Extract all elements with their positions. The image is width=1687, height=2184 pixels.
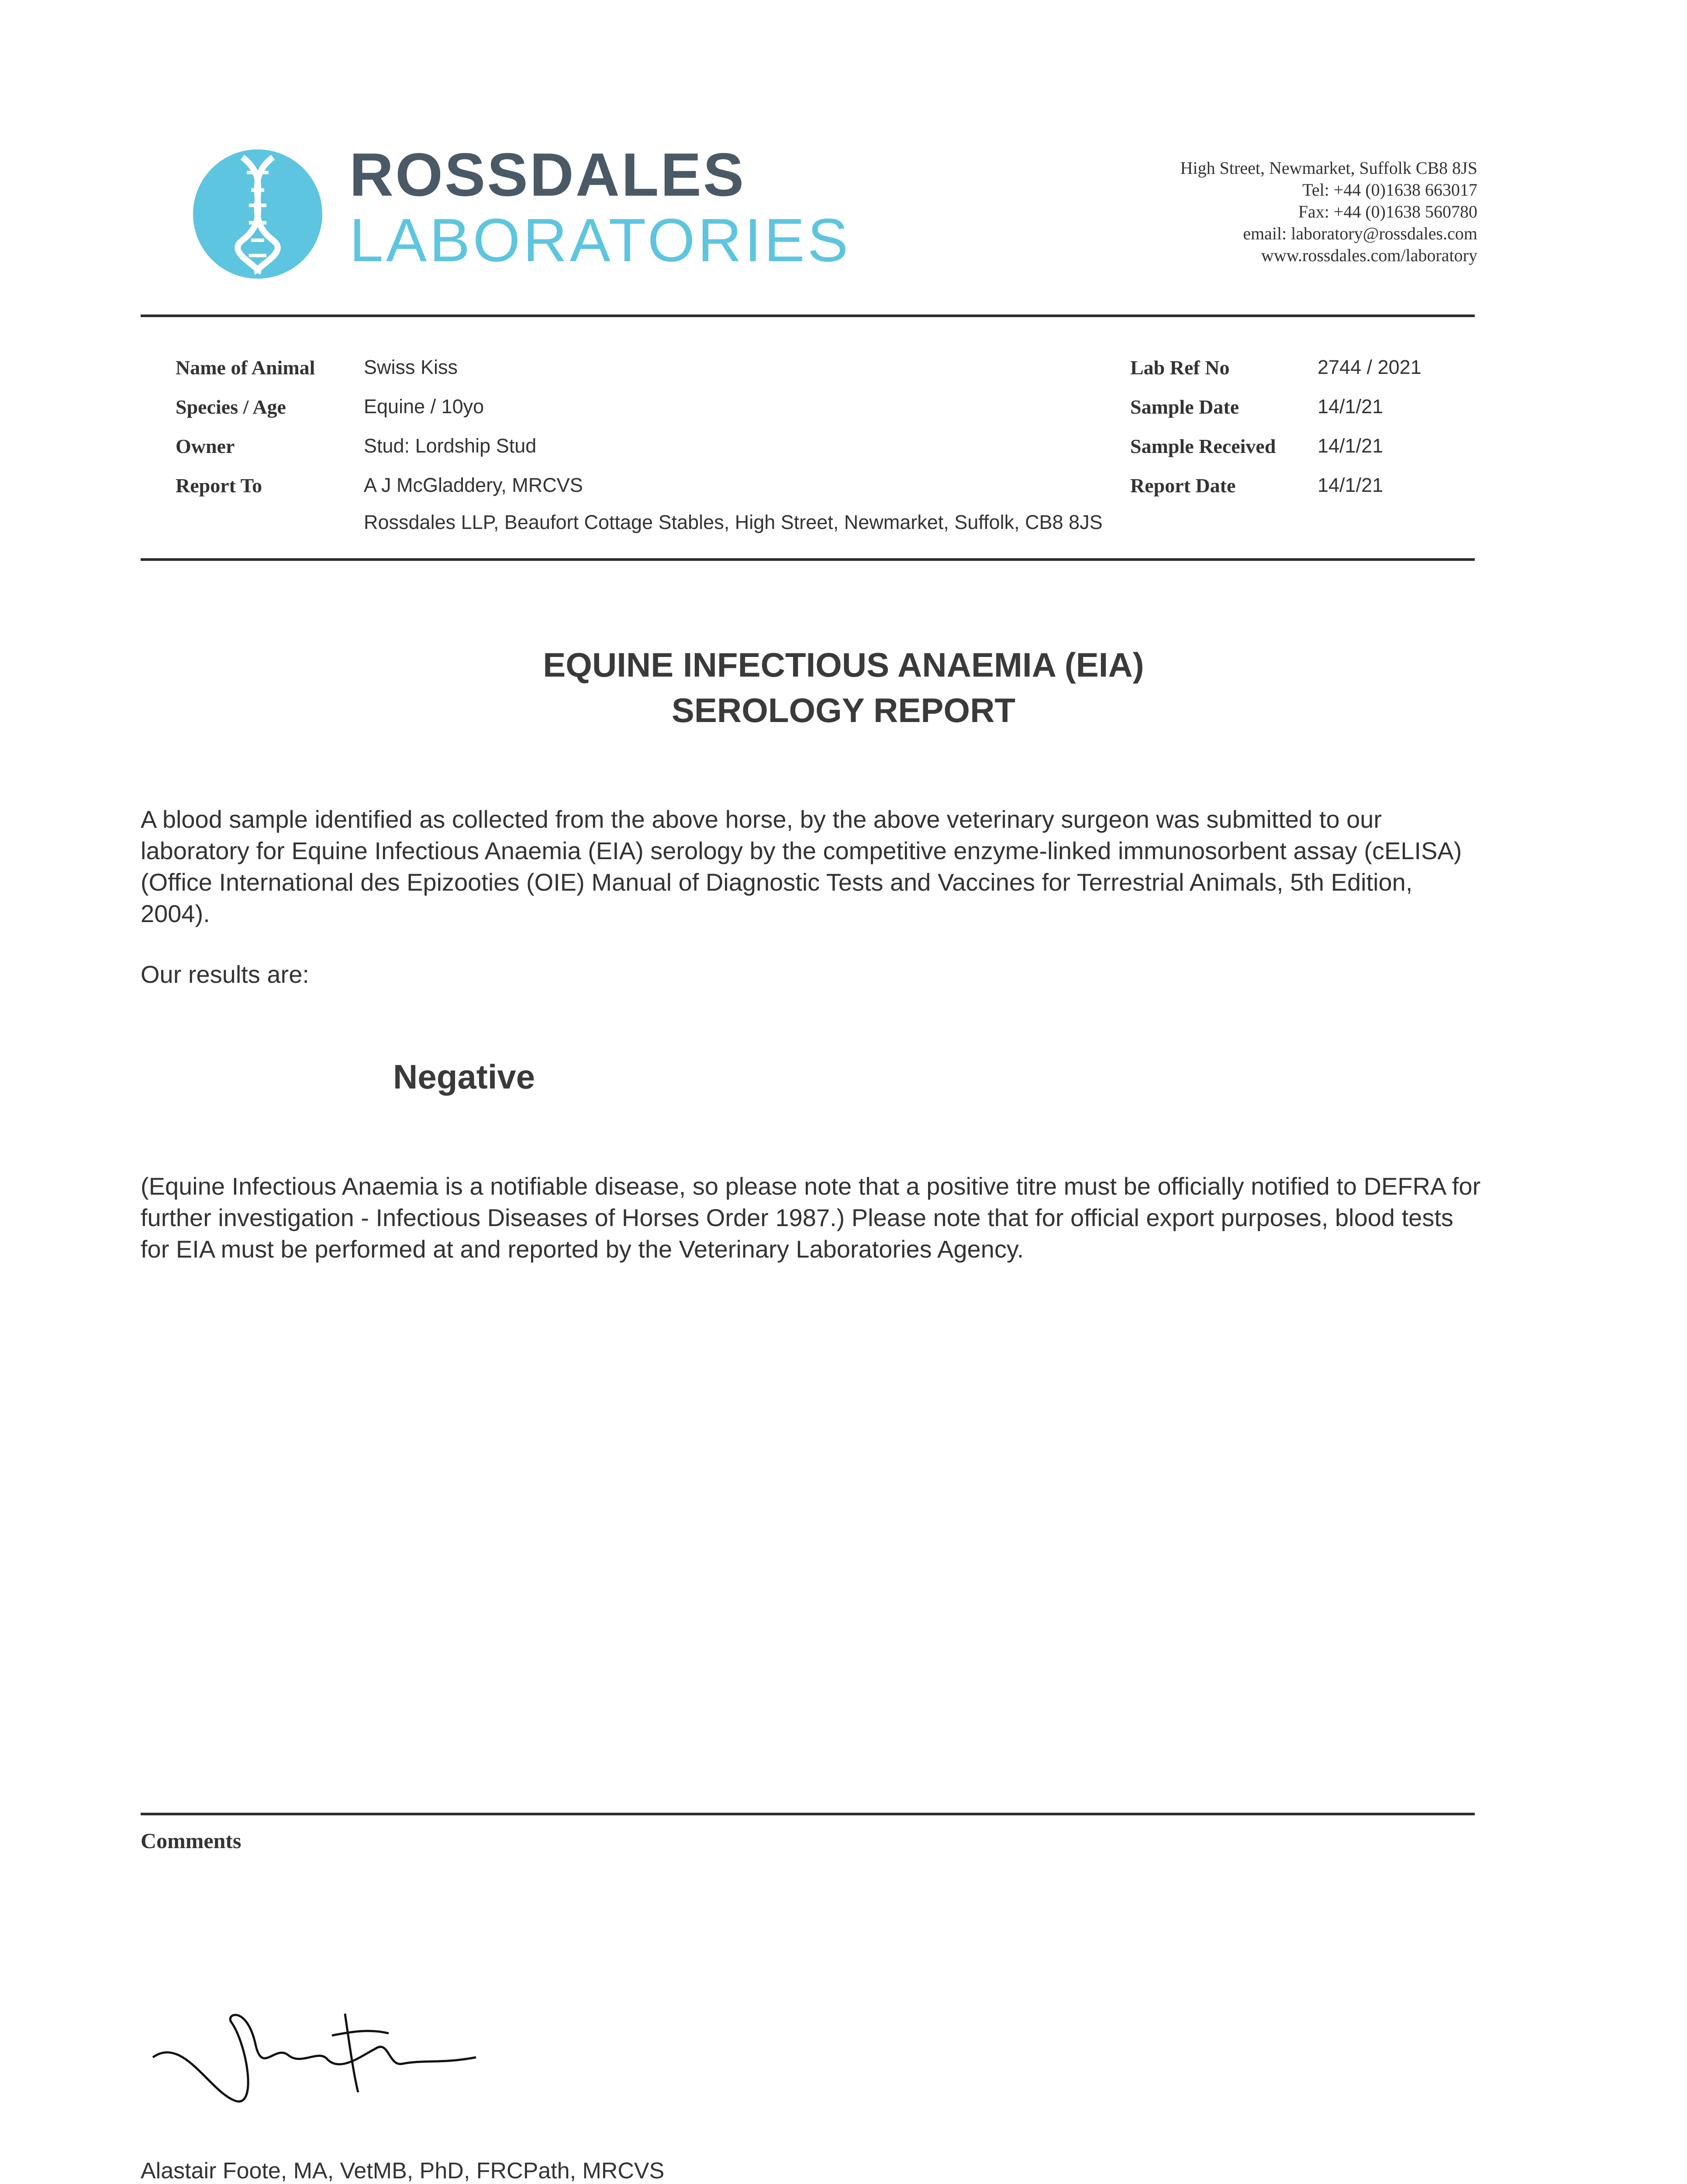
label-sample-received: Sample Received [1130, 435, 1276, 457]
website: www.rossdales.com/laboratory [1261, 245, 1477, 265]
comments-label: Comments [141, 1828, 241, 1853]
value-sample-date: 14/1/21 [1318, 395, 1383, 418]
label-species-age: Species / Age [176, 396, 286, 418]
address: High Street, Newmarket, Suffolk CB8 8JS [1180, 158, 1477, 178]
value-name-of-animal: Swiss Kiss [364, 356, 458, 378]
value-report-date: 14/1/21 [1318, 474, 1383, 496]
value-sample-received: 14/1/21 [1318, 435, 1383, 457]
comments-divider [141, 1813, 1475, 1815]
value-report-to-address: Rossdales LLP, Beaufort Cottage Stables, High Street, Newmarket, Suffolk, CB8 8JS [364, 511, 1103, 533]
brand-subtitle: LABORATORIES [349, 206, 851, 274]
label-sample-date: Sample Date [1130, 396, 1239, 418]
value-lab-ref-no: 2744 / 2021 [1318, 356, 1421, 378]
notifiable-note: (Equine Infectious Anaemia is a notifiable disease, so please note that a positive titre must be officially notified to DEFRA for further investigation - Infectious Diseases of Horses Order 1987.) Please note that for official export purposes, blood tests for EIA must be performed at and reported by the Veterinary Laboratories Agency. [141, 1172, 1481, 1263]
label-name-of-animal: Name of Animal [176, 356, 315, 379]
label-owner: Owner [176, 435, 235, 457]
dna-logo-icon [192, 149, 323, 280]
email: email: laboratory@rossdales.com [1243, 224, 1477, 243]
contact-block [1180, 157, 1477, 266]
fax: Fax: +44 (0)1638 560780 [1298, 202, 1477, 221]
value-report-to: A J McGladdery, MRCVS [364, 474, 583, 496]
report-title [0, 642, 1687, 733]
signatory-name: Alastair Foote, MA, VetMB, PhD, FRCPath, MRCVS [141, 2158, 665, 2184]
info-divider [141, 558, 1475, 561]
brand-name: ROSSDALES [349, 140, 746, 209]
results-intro: Our results are: [141, 961, 309, 988]
label-report-to: Report To [176, 474, 262, 497]
test-result: Negative [393, 1057, 535, 1096]
signature-icon [144, 1979, 493, 2153]
value-owner: Stud: Lordship Stud [364, 435, 537, 457]
report-title-line1: EQUINE INFECTIOUS ANAEMIA (EIA) [543, 646, 1144, 684]
value-species-age: Equine / 10yo [364, 395, 484, 418]
header-divider [141, 314, 1475, 317]
report-title-line2: SEROLOGY REPORT [671, 691, 1016, 729]
telephone: Tel: +44 (0)1638 663017 [1302, 180, 1477, 200]
label-lab-ref-no: Lab Ref No [1130, 356, 1230, 379]
label-report-date: Report Date [1130, 474, 1236, 497]
intro-paragraph: A blood sample identified as collected from the above horse, by the above veterinary surgeon was submitted to our laboratory for Equine Infectious Anaemia (EIA) serology by the competitive enzyme-linked immunosorbent assay (cELISA) (Office International des Epizooties (OIE) Manual of Diagnostic Tests and Vaccines for Terrestrial Animals, 5th Edition, 2004). [141, 805, 1462, 927]
